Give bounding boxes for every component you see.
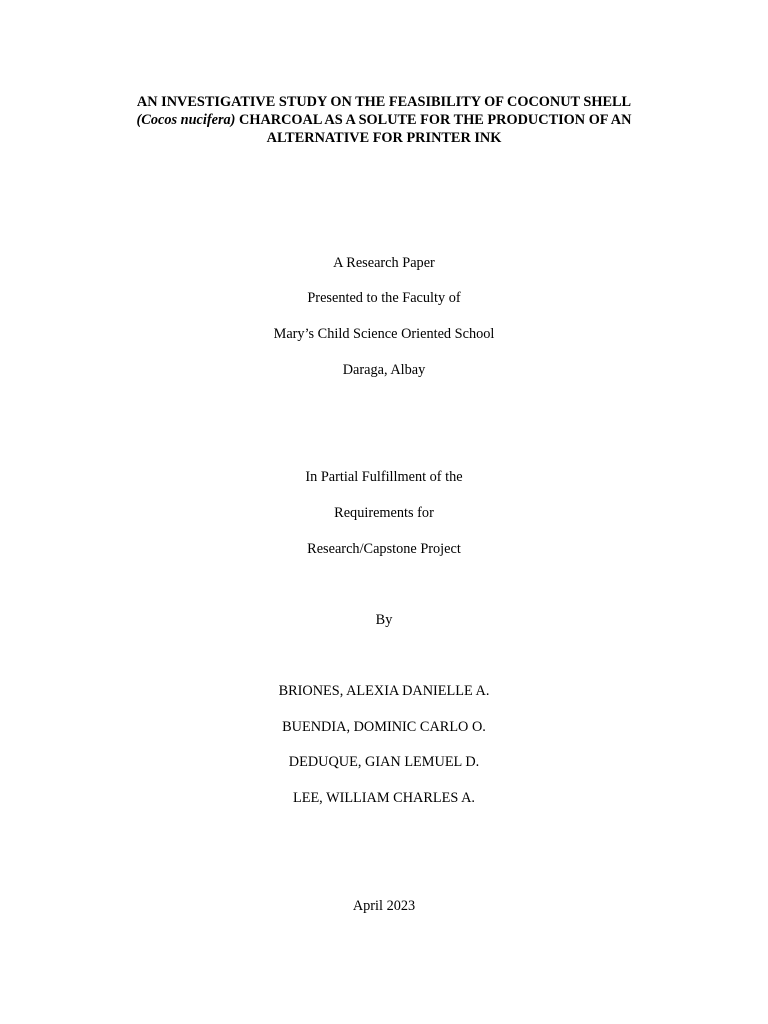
fulfillment-line-1: In Partial Fulfillment of the [305,469,463,485]
paper-type: A Research Paper [333,255,435,271]
author-4: LEE, WILLIAM CHARLES A. [292,790,475,806]
paper-title [84,93,684,147]
title-line-2-rest: CHARCOAL AS A SOLUTE FOR THE PRODUCTION OF AN [235,112,632,128]
title-line-2 [84,111,684,129]
author-1: BRIONES, ALEXIA DANIELLE A. [278,683,490,699]
author-2: BUENDIA, DOMINIC CARLO O. [282,719,486,735]
author-3: DEDUQUE, GIAN LEMUEL D. [288,754,480,770]
presented-to: Presented to the Faculty of [307,290,461,306]
title-line-3: ALTERNATIVE FOR PRINTER INK [266,130,502,146]
school-name: Mary’s Child Science Oriented School [273,326,495,342]
submission-date: April 2023 [352,898,416,914]
fulfillment-line-2: Requirements for [334,505,434,521]
title-species-name: (Cocos nucifera) [136,112,236,128]
fulfillment-line-3: Research/Capstone Project [307,541,461,557]
school-location: Daraga, Albay [342,362,426,378]
by-label: By [375,612,393,628]
title-line-1: AN INVESTIGATIVE STUDY ON THE FEASIBILITY OF COCONUT SHELL [136,94,632,110]
